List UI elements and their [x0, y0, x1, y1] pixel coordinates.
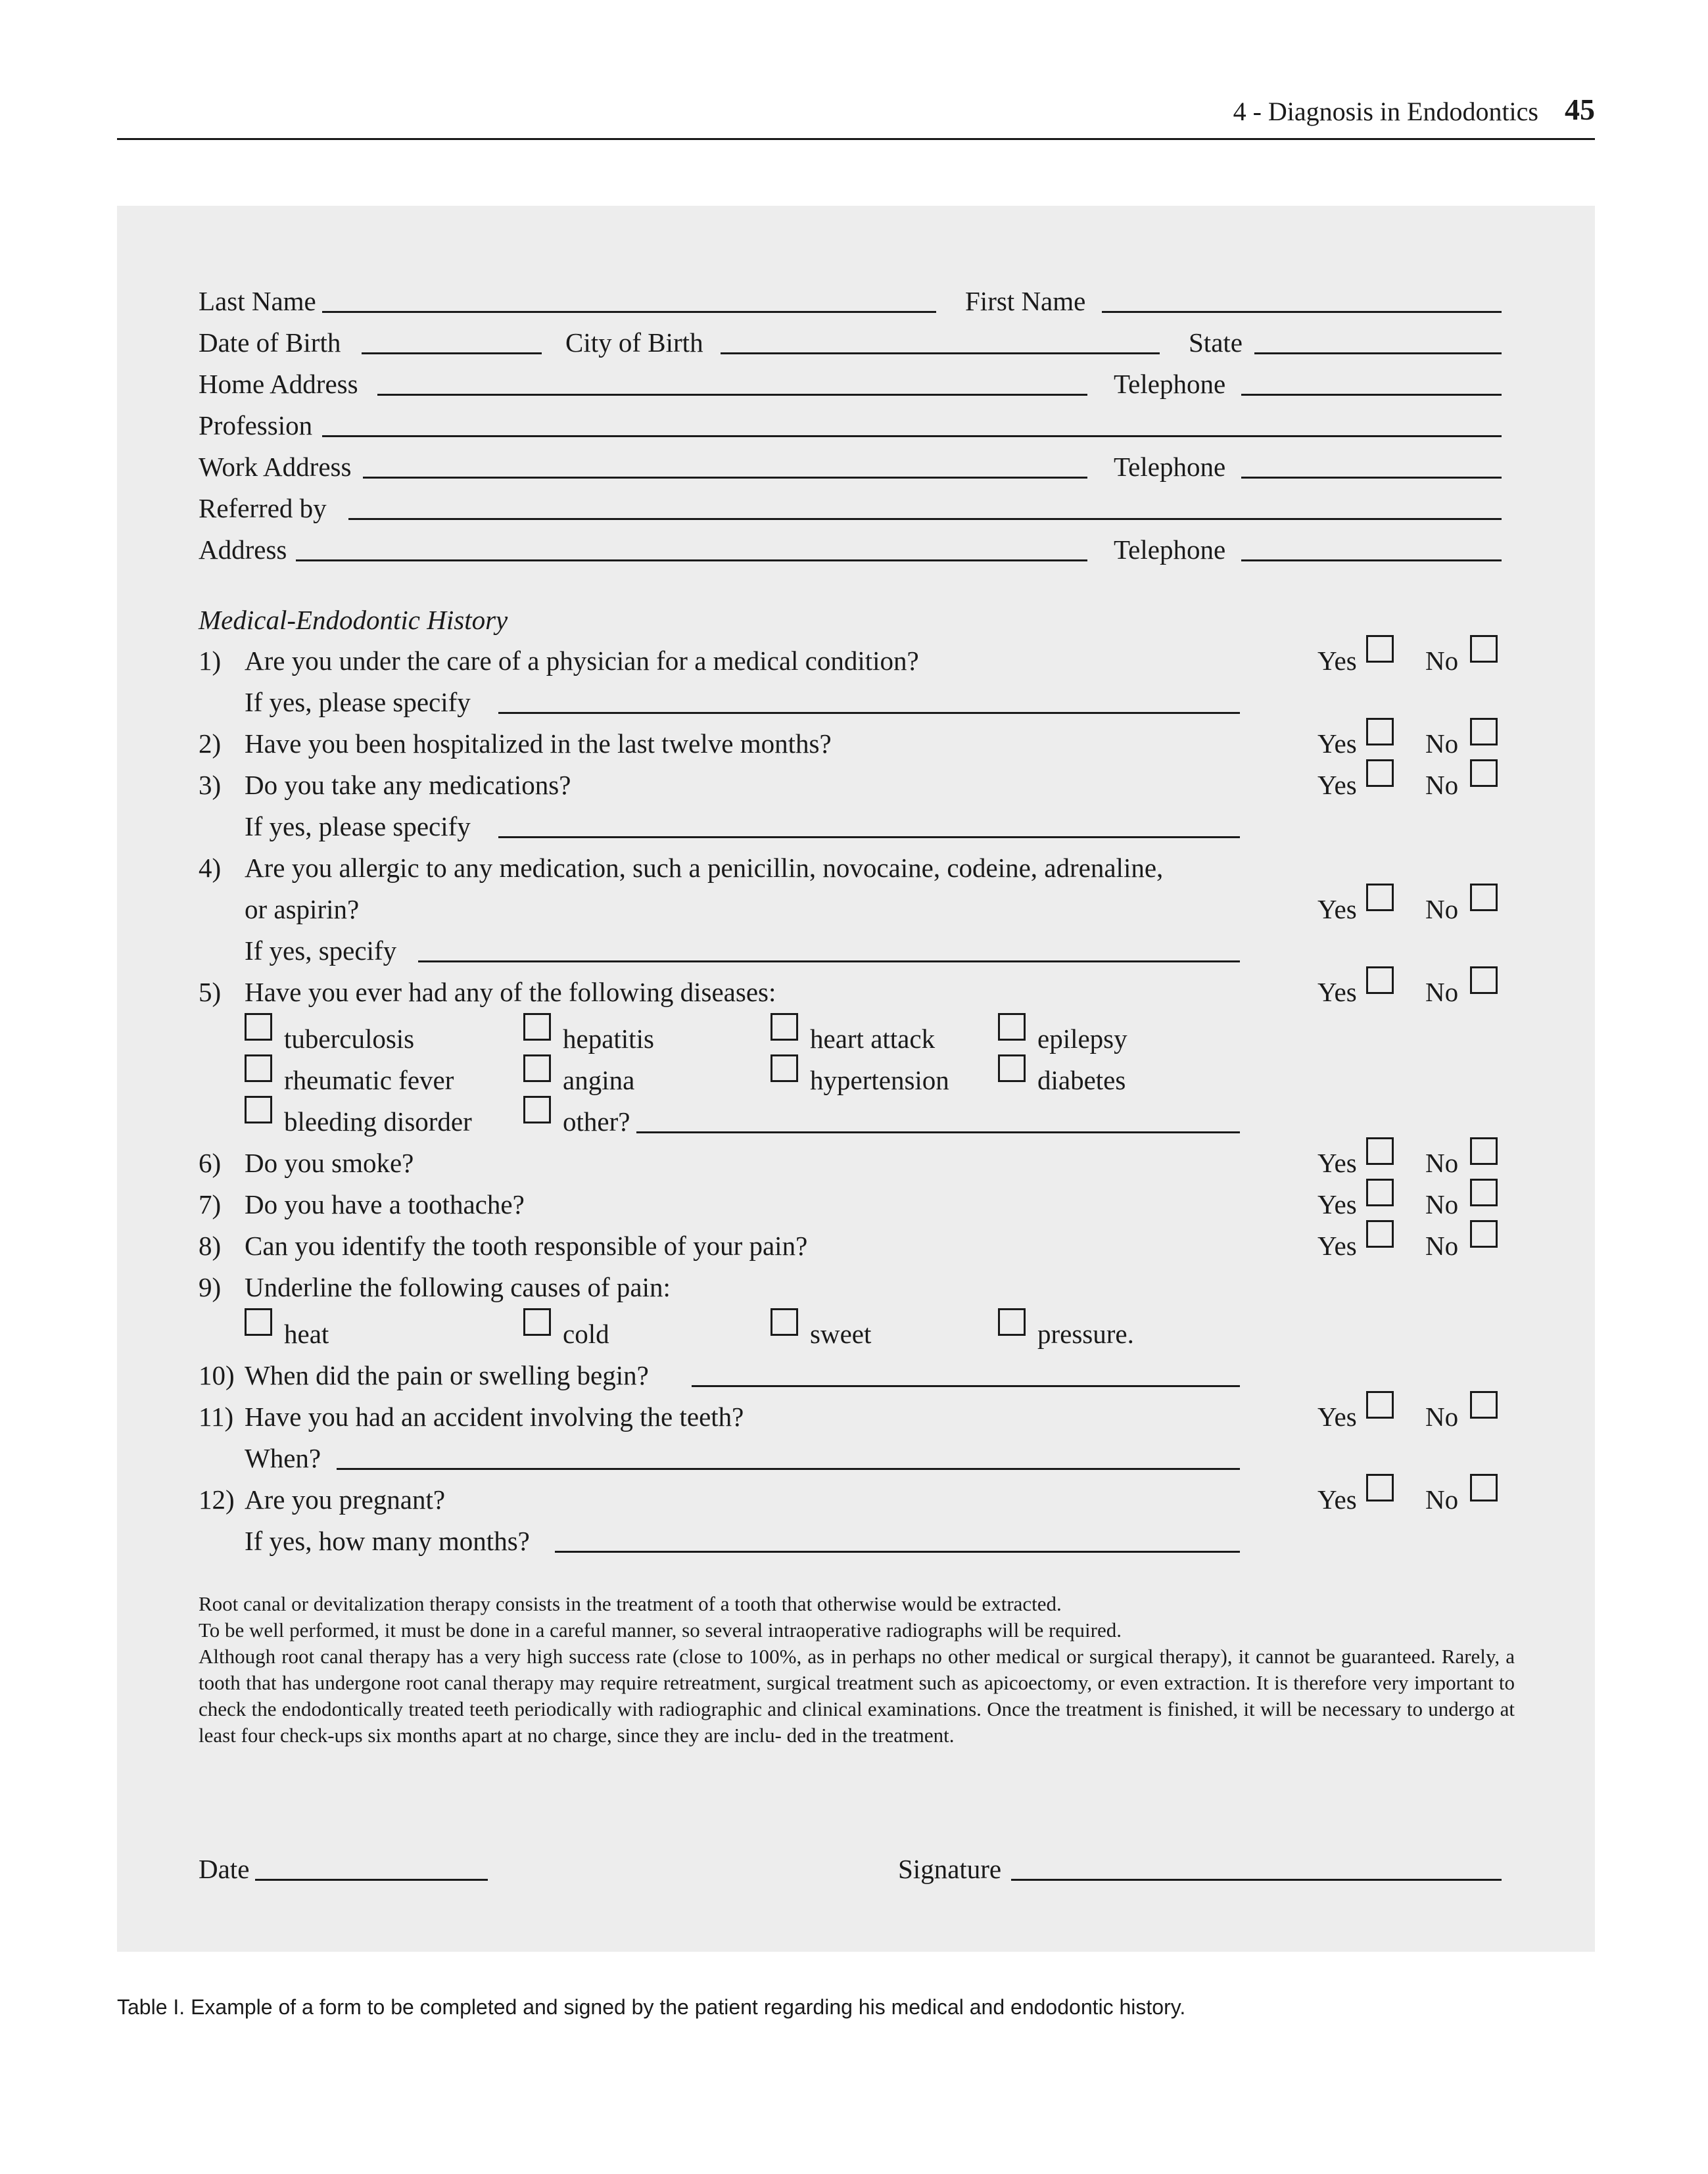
chapter-title: 4 - Diagnosis in Endodontics — [1233, 97, 1538, 126]
q5-no-checkbox[interactable] — [1470, 966, 1498, 994]
date-field[interactable] — [255, 1879, 488, 1881]
tuberculosis-checkbox[interactable] — [245, 1013, 272, 1041]
heart-attack-checkbox[interactable] — [771, 1013, 798, 1041]
rheumatic-fever-checkbox[interactable] — [245, 1054, 272, 1082]
first-name-label: First Name — [965, 286, 1086, 316]
treatment-notice — [199, 1591, 1515, 1749]
q11-number: 11) — [199, 1402, 234, 1432]
q2-no-label: No — [1425, 728, 1459, 759]
profession-field[interactable] — [322, 435, 1502, 437]
q4-text-continued: or aspirin? — [245, 894, 360, 924]
signature-label: Signature — [898, 1854, 1002, 1884]
table-caption: Table I. Example of a form to be completed and signed by the patient regarding his medical and endodontic history. — [117, 1995, 1186, 2019]
hepatitis-label: hepatitis — [563, 1024, 654, 1054]
q3-yes-checkbox[interactable] — [1366, 759, 1394, 787]
q8-no-checkbox[interactable] — [1470, 1220, 1498, 1248]
diabetes-checkbox[interactable] — [998, 1054, 1026, 1082]
q1-specify-label: If yes, please specify — [245, 687, 471, 717]
q2-number: 2) — [199, 728, 222, 759]
q6-no-label: No — [1425, 1148, 1459, 1178]
diabetes-label: diabetes — [1037, 1065, 1126, 1095]
epilepsy-label: epilepsy — [1037, 1024, 1127, 1054]
other-disease-checkbox[interactable] — [523, 1096, 551, 1123]
q11-no-checkbox[interactable] — [1470, 1391, 1498, 1419]
referrer-address-label: Address — [199, 534, 287, 565]
cold-label: cold — [563, 1319, 609, 1349]
q8-text: Can you identify the tooth responsible of your pain? — [245, 1231, 808, 1261]
q3-yes-label: Yes — [1317, 770, 1357, 800]
q12-yes-label: Yes — [1317, 1484, 1357, 1515]
pressure-label: pressure. — [1037, 1319, 1134, 1349]
work-telephone-field[interactable] — [1241, 477, 1502, 479]
notice-paragraph: Root canal or devitalization therapy consists in the treatment of a tooth that otherwise would be extracted. — [199, 1592, 1062, 1615]
q4-no-label: No — [1425, 894, 1459, 924]
home-telephone-field[interactable] — [1241, 394, 1502, 396]
q2-yes-label: Yes — [1317, 728, 1357, 759]
q6-number: 6) — [199, 1148, 222, 1178]
running-header — [117, 92, 1595, 140]
epilepsy-checkbox[interactable] — [998, 1013, 1026, 1041]
notice-paragraph: Although root canal therapy has a very high success rate (close to 100%, as in perhaps no other medical or surgical therapy), it cannot be guaranteed. Rarely, a tooth that has undergone root canal therapy may require retreatment, surgical treatment such as apicoectomy, or even extraction. It is therefore very important to check the endodontically treated teeth periodically with radiographic and clinical examinations. Once the treatment is finished, it will be necessary to undergo at least four check-ups six months apart at no charge, since they are inclu- ded in the treatment. — [199, 1645, 1515, 1747]
home-address-label: Home Address — [199, 369, 358, 399]
q4-yes-label: Yes — [1317, 894, 1357, 924]
q4-specify-label: If yes, specify — [245, 935, 397, 966]
q3-no-checkbox[interactable] — [1470, 759, 1498, 787]
q12-months-field[interactable] — [555, 1551, 1240, 1553]
q2-no-checkbox[interactable] — [1470, 718, 1498, 745]
state-label: State — [1189, 327, 1243, 358]
q1-specify-field[interactable] — [498, 712, 1240, 714]
q4-number: 4) — [199, 853, 222, 883]
q9-text: Underline the following causes of pain: — [245, 1272, 671, 1302]
q4-yes-checkbox[interactable] — [1366, 884, 1394, 911]
other-disease-label: other? — [563, 1106, 630, 1137]
sweet-label: sweet — [810, 1319, 872, 1349]
q3-specify-label: If yes, please specify — [245, 811, 471, 841]
q5-text: Have you ever had any of the following diseases: — [245, 977, 776, 1007]
q7-yes-checkbox[interactable] — [1366, 1179, 1394, 1206]
q10-field[interactable] — [692, 1385, 1240, 1387]
q8-yes-checkbox[interactable] — [1366, 1220, 1394, 1248]
work-telephone-label: Telephone — [1114, 452, 1226, 482]
q6-no-checkbox[interactable] — [1470, 1137, 1498, 1165]
referrer-telephone-field[interactable] — [1241, 559, 1502, 561]
rheumatic-fever-label: rheumatic fever — [284, 1065, 454, 1095]
angina-checkbox[interactable] — [523, 1054, 551, 1082]
q12-number: 12) — [199, 1484, 235, 1515]
date-of-birth-label: Date of Birth — [199, 327, 341, 358]
q3-number: 3) — [199, 770, 222, 800]
q2-yes-checkbox[interactable] — [1366, 718, 1394, 745]
city-of-birth-field[interactable] — [721, 352, 1160, 354]
date-of-birth-field[interactable] — [362, 352, 542, 354]
q7-number: 7) — [199, 1189, 222, 1219]
q12-no-label: No — [1425, 1484, 1459, 1515]
page-number: 45 — [1565, 93, 1595, 126]
q7-no-checkbox[interactable] — [1470, 1179, 1498, 1206]
q12-text: Are you pregnant? — [245, 1484, 446, 1515]
q4-text: Are you allergic to any medication, such a penicillin, novocaine, codeine, adrenaline, — [245, 853, 1164, 883]
q9-number: 9) — [199, 1272, 222, 1302]
q5-yes-checkbox[interactable] — [1366, 966, 1394, 994]
history-title: Medical-Endodontic History — [199, 605, 508, 635]
q6-yes-checkbox[interactable] — [1366, 1137, 1394, 1165]
q8-yes-label: Yes — [1317, 1231, 1357, 1261]
q1-yes-checkbox[interactable] — [1366, 635, 1394, 663]
bleeding-disorder-checkbox[interactable] — [245, 1096, 272, 1123]
first-name-field[interactable] — [1102, 311, 1502, 313]
signature-field[interactable] — [1011, 1879, 1502, 1881]
q11-yes-checkbox[interactable] — [1366, 1391, 1394, 1419]
q11-when-label: When? — [245, 1443, 321, 1473]
q6-text: Do you smoke? — [245, 1148, 414, 1178]
notice-paragraph: To be well performed, it must be done in a careful manner, so several intraoperative radiographs will be required. — [199, 1619, 1122, 1642]
last-name-label: Last Name — [199, 286, 316, 316]
q5-no-label: No — [1425, 977, 1459, 1007]
q11-no-label: No — [1425, 1402, 1459, 1432]
referrer-address-field[interactable] — [296, 559, 1087, 561]
pressure-checkbox[interactable] — [998, 1308, 1026, 1336]
bleeding-disorder-label: bleeding disorder — [284, 1106, 472, 1137]
work-address-label: Work Address — [199, 452, 352, 482]
work-address-field[interactable] — [363, 477, 1087, 479]
q1-no-label: No — [1425, 646, 1459, 676]
q3-specify-field[interactable] — [498, 836, 1240, 838]
q11-text: Have you had an accident involving the teeth? — [245, 1402, 744, 1432]
q12-no-checkbox[interactable] — [1470, 1474, 1498, 1501]
heat-label: heat — [284, 1319, 329, 1349]
home-address-field[interactable] — [377, 394, 1087, 396]
city-of-birth-label: City of Birth — [565, 327, 703, 358]
tuberculosis-label: tuberculosis — [284, 1024, 415, 1054]
q2-text: Have you been hospitalized in the last twelve months? — [245, 728, 832, 759]
state-field[interactable] — [1254, 352, 1502, 354]
q12-yes-checkbox[interactable] — [1366, 1474, 1394, 1501]
referred-by-label: Referred by — [199, 493, 327, 523]
q1-number: 1) — [199, 646, 222, 676]
q12-months-label: If yes, how many months? — [245, 1526, 530, 1556]
q1-yes-label: Yes — [1317, 646, 1357, 676]
q8-number: 8) — [199, 1231, 222, 1261]
q11-when-field[interactable] — [337, 1468, 1240, 1470]
hypertension-checkbox[interactable] — [771, 1054, 798, 1082]
last-name-field[interactable] — [322, 311, 936, 313]
heart-attack-label: heart attack — [810, 1024, 936, 1054]
q5-yes-label: Yes — [1317, 977, 1357, 1007]
q4-specify-field[interactable] — [418, 960, 1240, 962]
q1-text: Are you under the care of a physician for a medical condition? — [245, 646, 919, 676]
home-telephone-label: Telephone — [1114, 369, 1226, 399]
referrer-telephone-label: Telephone — [1114, 534, 1226, 565]
q10-number: 10) — [199, 1360, 235, 1390]
other-disease-field[interactable] — [636, 1131, 1240, 1133]
q8-no-label: No — [1425, 1231, 1459, 1261]
q5-number: 5) — [199, 977, 222, 1007]
date-label: Date — [199, 1854, 250, 1884]
q6-yes-label: Yes — [1317, 1148, 1357, 1178]
q4-no-checkbox[interactable] — [1470, 884, 1498, 911]
q11-yes-label: Yes — [1317, 1402, 1357, 1432]
referred-by-field[interactable] — [348, 518, 1502, 520]
profession-label: Profession — [199, 410, 313, 440]
angina-label: angina — [563, 1065, 635, 1095]
sweet-checkbox[interactable] — [771, 1308, 798, 1336]
q7-text: Do you have a toothache? — [245, 1189, 525, 1219]
q10-text: When did the pain or swelling begin? — [245, 1360, 649, 1390]
cold-checkbox[interactable] — [523, 1308, 551, 1336]
q3-no-label: No — [1425, 770, 1459, 800]
patient-form — [117, 206, 1595, 1952]
q7-no-label: No — [1425, 1189, 1459, 1219]
heat-checkbox[interactable] — [245, 1308, 272, 1336]
q1-no-checkbox[interactable] — [1470, 635, 1498, 663]
q3-text: Do you take any medications? — [245, 770, 571, 800]
q7-yes-label: Yes — [1317, 1189, 1357, 1219]
hypertension-label: hypertension — [810, 1065, 949, 1095]
hepatitis-checkbox[interactable] — [523, 1013, 551, 1041]
